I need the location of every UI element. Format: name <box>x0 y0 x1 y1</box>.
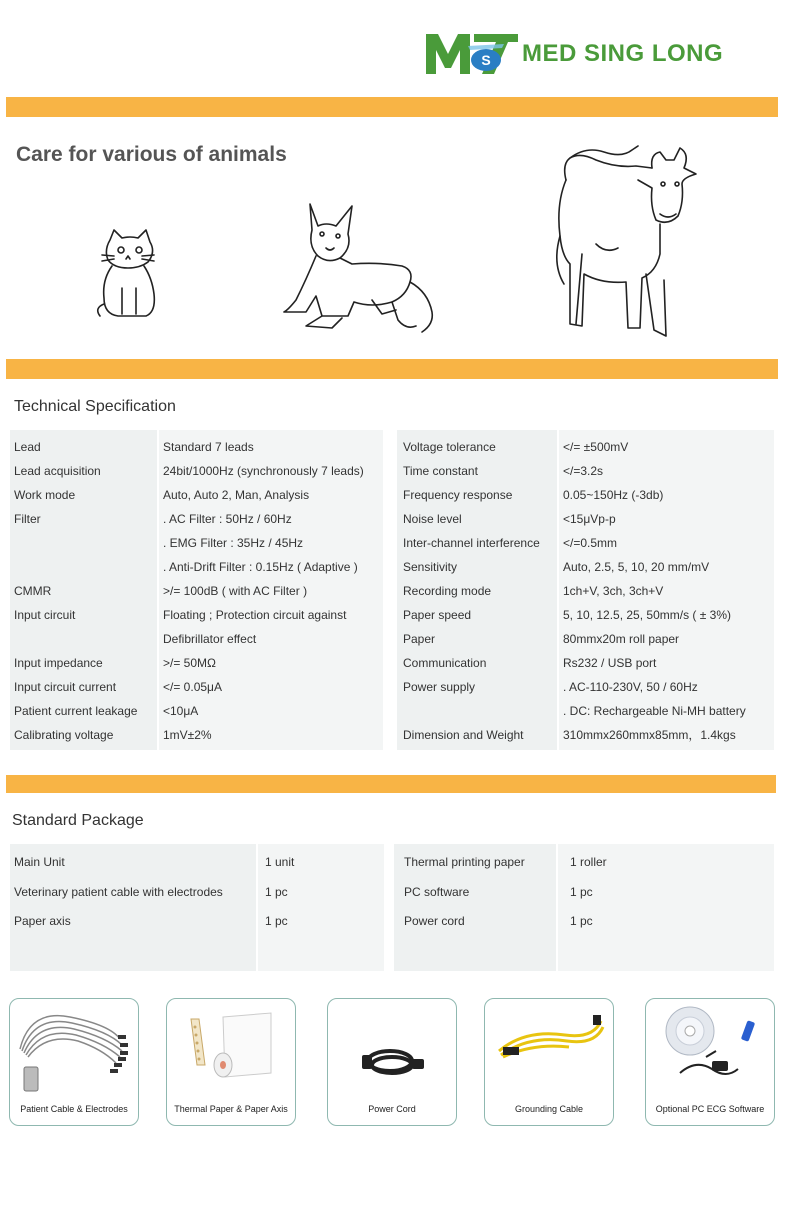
spec-label: Inter-channel interference <box>403 536 540 550</box>
svg-text:S: S <box>481 52 491 68</box>
package-title: Standard Package <box>12 812 144 829</box>
package-qty: 1 unit <box>265 855 295 869</box>
thermal-paper-icon <box>167 999 295 1099</box>
grounding-cable-icon <box>485 999 613 1099</box>
spec-value: 1mV±2% <box>163 728 212 742</box>
spec-value: Auto, Auto 2, Man, Analysis <box>163 488 310 502</box>
product-label: Patient Cable & Electrodes <box>20 1104 128 1114</box>
package-qty: 1 roller <box>570 855 607 869</box>
spec-label: Communication <box>403 656 487 670</box>
spec-value: <15μVp-p <box>563 512 616 526</box>
package-item: Main Unit <box>14 855 65 869</box>
spec-label: Lead acquisition <box>14 464 101 478</box>
spec-label: Recording mode <box>403 584 492 598</box>
spec-label: Paper <box>403 632 436 646</box>
brand-logo-mark <box>424 30 520 76</box>
spec-label: CMMR <box>14 584 52 598</box>
spec-value: >/= 100dB ( with AC Filter ) <box>163 584 308 598</box>
package-item: Veterinary patient cable with electrodes <box>14 884 223 899</box>
product-label: Thermal Paper & Paper Axis <box>174 1104 288 1114</box>
brand-name: MED SING LONG <box>522 40 724 67</box>
spec-label: Paper speed <box>403 608 472 622</box>
package-item: Thermal printing paper <box>404 855 525 869</box>
patient-cable-icon <box>10 999 138 1099</box>
product-patient-cable <box>9 998 139 1126</box>
product-label: Grounding Cable <box>514 1104 584 1114</box>
spec-value: . EMG Filter : 35Hz / 45Hz <box>163 536 304 550</box>
spec-value: 310mmx260mmx85mm，1.4kgs <box>563 728 736 742</box>
spec-label: Patient current leakage <box>14 704 138 718</box>
package-qty: 1 pc <box>265 884 288 899</box>
spec-value: </=0.5mm <box>563 536 618 550</box>
product-label: Power Cord <box>368 1104 416 1114</box>
spec-label: Input impedance <box>14 656 103 670</box>
spec-value: >/= 50MΩ <box>163 656 216 670</box>
cat-illustration <box>92 228 164 320</box>
spec-label: Input circuit <box>14 608 76 622</box>
product-thermal-paper <box>166 998 296 1126</box>
care-title: Care for various of animals <box>16 143 287 166</box>
spec-label: Noise level <box>403 512 462 526</box>
product-power-cord <box>327 998 457 1126</box>
spec-value: </= 0.05μA <box>163 680 222 694</box>
spec-label: Work mode <box>14 488 76 502</box>
product-label: Optional PC ECG Software <box>655 1104 765 1114</box>
spec-label: Time constant <box>403 464 478 478</box>
spec-value: 5, 10, 12.5, 25, 50mm/s ( ± 3%) <box>563 608 731 622</box>
spec-value: 80mmx20m roll paper <box>563 632 680 646</box>
spec-label: Power supply <box>403 680 476 694</box>
spec-value: 1ch+V, 3ch, 3ch+V <box>563 584 664 598</box>
spec-label: Input circuit current <box>14 680 117 694</box>
spec-label: Frequency response <box>403 488 513 502</box>
package-item: PC software <box>404 884 470 899</box>
accent-bar-top <box>6 97 778 117</box>
cow-illustration <box>556 144 716 346</box>
power-cord-icon <box>328 999 456 1099</box>
spec-label: Lead <box>14 440 41 454</box>
spec-value: . AC-110-230V, 50 / 60Hz <box>563 680 698 694</box>
product-grounding-cable <box>484 998 614 1126</box>
package-qty: 1 pc <box>265 914 288 928</box>
tech-spec-title: Technical Specification <box>14 398 176 415</box>
spec-label: Calibrating voltage <box>14 728 114 742</box>
package-qty: 1 pc <box>570 884 593 899</box>
product-pc-software <box>645 998 775 1126</box>
spec-label: Sensitivity <box>403 560 458 574</box>
spec-value: Defibrillator effect <box>163 632 257 646</box>
spec-value: </=3.2s <box>563 464 604 478</box>
spec-value: . AC Filter : 50Hz / 60Hz <box>163 512 292 526</box>
spec-label: Filter <box>14 512 41 526</box>
accent-bar-spec <box>6 359 778 379</box>
spec-value: <10μA <box>163 704 199 718</box>
spec-value: </= ±500mV <box>563 440 629 454</box>
dog-illustration <box>282 200 436 340</box>
spec-value: . DC: Rechargeable Ni-MH battery <box>563 704 746 718</box>
spec-value: . Anti-Drift Filter : 0.15Hz ( Adaptive ) <box>163 560 358 574</box>
pc-software-icon <box>646 999 774 1099</box>
spec-value: Floating ; Protection circuit against <box>163 608 347 622</box>
spec-value: 24bit/1000Hz (synchronously 7 leads) <box>163 464 364 478</box>
spec-label: Dimension and Weight <box>403 728 524 742</box>
spec-label: Voltage tolerance <box>403 440 496 454</box>
spec-value: 0.05~150Hz (-3db) <box>563 488 664 502</box>
package-item: Power cord <box>404 914 465 928</box>
brand-logo <box>424 30 764 80</box>
spec-value: Auto, 2.5, 5, 10, 20 mm/mV <box>563 560 710 574</box>
package-item: Paper axis <box>14 914 71 928</box>
accent-bar-package <box>6 775 776 793</box>
spec-value: Rs232 / USB port <box>563 656 657 670</box>
spec-value: Standard 7 leads <box>163 440 254 454</box>
package-qty: 1 pc <box>570 914 593 928</box>
